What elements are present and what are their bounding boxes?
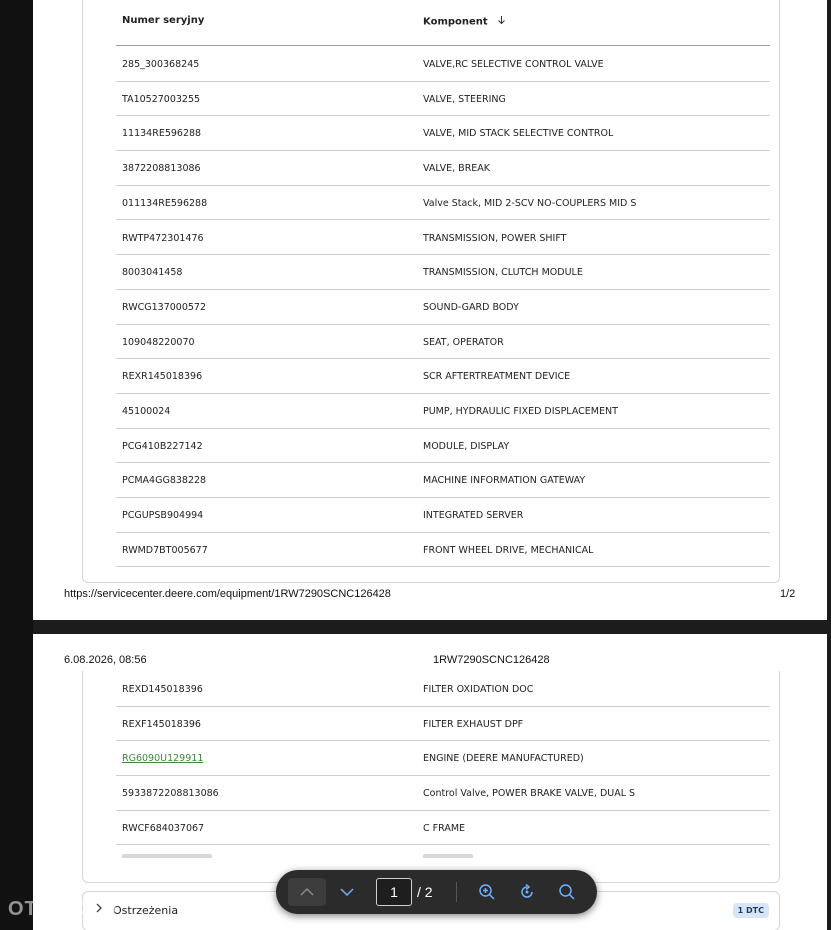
component-cell: VALVE, STEERING [423,93,506,105]
dtc-badge: 1 DTC [733,903,769,918]
column-header-serial[interactable]: Numer seryjny [122,15,205,26]
viewer-left-margin [0,0,33,930]
column-header-component[interactable] [423,15,506,28]
table-row-partial [116,846,770,858]
next-page-button[interactable] [328,878,366,906]
pdf-page-1 [33,0,827,620]
page-total: / 2 [417,884,433,900]
serial-number-cell: 3872208813086 [122,163,201,175]
component-cell: MACHINE INFORMATION GATEWAY [423,475,586,487]
table-row [116,81,770,117]
component-cell: SEAT, OPERATOR [423,336,504,348]
table-row [116,532,770,568]
serial-number-cell: PCGUPSB904994 [122,510,204,522]
serial-number-cell: REXR145018396 [122,371,203,383]
toolbar-divider [456,882,457,902]
table-row [116,462,770,498]
component-cell: C FRAME [423,822,466,834]
serial-number-cell: RWMD7BT005677 [122,544,208,556]
previous-page-button[interactable] [288,878,326,906]
footer-page-number: 1/2 [780,588,796,600]
chevron-up-icon [299,887,315,897]
serial-number-cell: 5933872208813086 [122,788,219,800]
serial-number-cell: 45100024 [122,406,171,417]
serial-number-cell: 011134RE596288 [122,197,208,209]
component-cell: VALVE,RC SELECTIVE CONTROL VALVE [423,59,604,70]
component-cell: VALVE, MID STACK SELECTIVE CONTROL [423,128,614,140]
serial-number-cell: TA10527003255 [122,93,201,105]
watermark-logo: OTOMOTO [8,898,118,920]
component-cell: MODULE, DISPLAY [423,440,510,452]
serial-number-cell: 11134RE596288 [122,128,202,140]
component-cell: Control Valve, POWER BRAKE VALVE, DUAL S [423,788,636,800]
serial-number-cell: RWCF684037067 [122,822,205,834]
serial-number-cell: REXD145018396 [122,684,203,695]
serial-number-cell: RWCG137000572 [122,301,207,313]
component-cell: INTEGRATED SERVER [423,510,524,522]
serial-number-cell: PCG410B227142 [122,440,203,452]
component-cell: SOUND-GARD BODY [423,301,519,313]
footer-url: https://servicecenter.deere.com/equipment/1RW7290SCNC126428 [64,588,391,600]
zoom-in-icon [478,883,496,901]
table-row [116,671,770,707]
search-icon [558,883,576,901]
serial-number-cell: REXF145018396 [122,718,201,730]
serial-number-cell[interactable]: RG6090U129911 [122,753,204,765]
warnings-label: Ostrzeżenia [113,904,179,917]
rotate-button[interactable] [508,878,546,906]
print-date: 6.08.2026, 08:56 [64,654,147,666]
table-row [116,324,770,360]
component-cell: FILTER EXHAUST DPF [423,718,524,730]
components-card-continued [82,671,780,883]
table-row [116,254,770,290]
arrow-down-icon [497,15,506,28]
serial-number-cell: 285_300368245 [122,59,200,70]
table-row [116,185,770,221]
serial-number-cell: RWTP472301476 [122,232,204,244]
pdf-toolbar [276,870,597,914]
table-row [116,428,770,464]
rotate-icon [518,883,536,901]
components-card [82,0,780,583]
table-row [116,289,770,325]
component-cell: Valve Stack, MID 2-SCV NO-COUPLERS MID S [423,197,637,209]
table-row [116,220,770,256]
component-cell: FILTER OXIDATION DOC [423,684,534,695]
zoom-in-button[interactable] [468,878,506,906]
column-header-component-label: Komponent [423,16,488,28]
page-number-input[interactable]: 1 [376,878,412,906]
table-row [116,497,770,533]
table-row [116,46,770,82]
serial-number-cell: 8003041458 [122,267,183,279]
search-button[interactable] [548,878,586,906]
table-row [116,393,770,429]
print-title: 1RW7290SCNC126428 [433,654,550,666]
page-gap [33,620,831,634]
serial-number-cell: 109048220070 [122,336,195,348]
table-row [116,358,770,394]
serial-number-cell: PCMA4GG838228 [122,475,207,487]
component-cell: TRANSMISSION, CLUTCH MODULE [423,267,583,279]
component-cell: ENGINE (DEERE MANUFACTURED) [423,753,584,765]
table-row [116,150,770,186]
table-row [116,115,770,151]
chevron-down-icon [339,887,355,897]
component-cell: PUMP, HYDRAULIC FIXED DISPLACEMENT [423,406,618,417]
component-cell: SCR AFTERTREATMENT DEVICE [423,371,571,383]
component-cell: TRANSMISSION, POWER SHIFT [423,232,567,244]
component-cell: VALVE, BREAK [423,163,491,175]
table-row [116,775,770,811]
table-row [116,740,770,776]
table-row [116,810,770,846]
component-cell: FRONT WHEEL DRIVE, MECHANICAL [423,544,594,556]
table-row [116,706,770,742]
